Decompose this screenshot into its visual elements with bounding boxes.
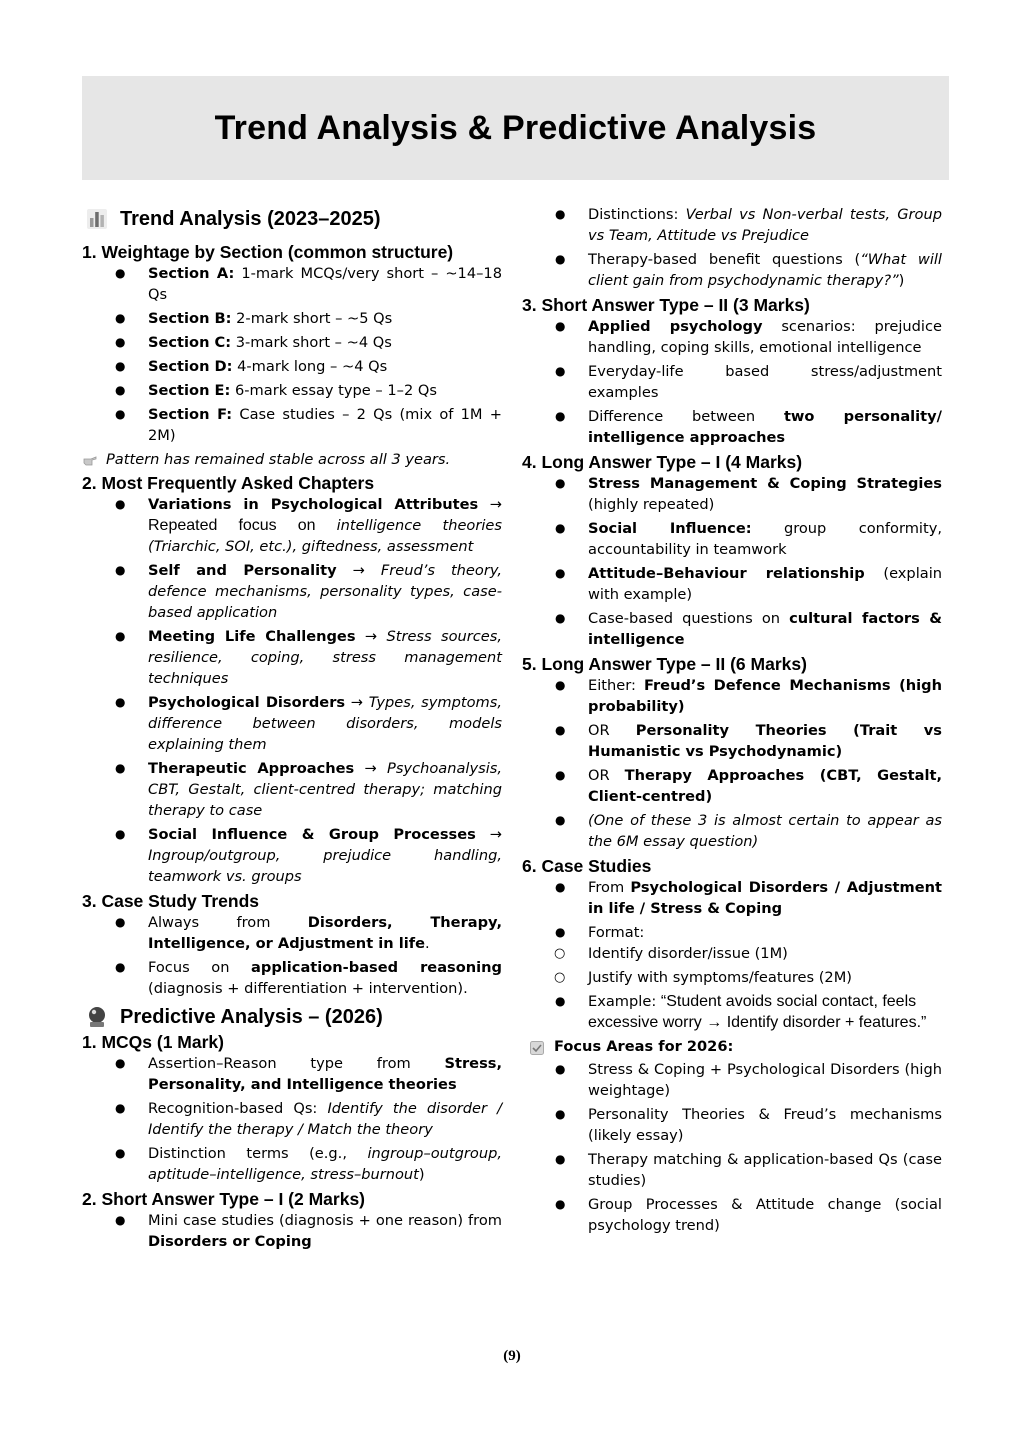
- cases-list: [522, 877, 942, 1033]
- list-item: ● From Psychological Disorders / Adjustment in life / Stress & Coping: [522, 877, 942, 919]
- list-item: ● (One of these 3 is almost certain to appear as the 6M essay question): [522, 810, 942, 852]
- weightage-heading: 1. Weightage by Section (common structure): [82, 242, 454, 262]
- crystal-ball-icon: [86, 1006, 108, 1028]
- predictive-title: Predictive Analysis – (2026): [120, 1006, 383, 1028]
- chapters-list: [82, 494, 502, 887]
- trend-section-title: [86, 205, 502, 233]
- sa2-heading: 3. Short Answer Type – II (3 Marks): [522, 295, 810, 315]
- list-item: ● Section F: Case studies – 2 Qs (mix of 1M + 2M): [82, 404, 502, 446]
- list-item: ● Self and Personality → Freud’s theory, defence mechanisms, personality types, case-based application: [82, 560, 502, 623]
- list-item: ● Format: ○ Identify disorder/issue (1M) ○ Justify with symptoms/features (2M): [522, 922, 942, 988]
- list-item: ● Therapy matching & application-based Qs (case studies): [522, 1149, 942, 1191]
- list-item: ○ Identify disorder/issue (1M): [522, 943, 942, 964]
- pointing-hand-icon: [82, 452, 98, 468]
- checkbox-icon: [530, 1040, 544, 1054]
- list-item: ● Stress Management & Coping Strategies (highly repeated): [522, 473, 942, 515]
- list-item: ● OR Personality Theories (Trait vs Humanistic vs Psychodynamic): [522, 720, 942, 762]
- list-item: ● Social Influence & Group Processes → Ingroup/outgroup, prejudice handling, teamwork vs. groups: [82, 824, 502, 887]
- page-title: Trend Analysis & Predictive Analysis: [214, 108, 817, 147]
- list-item: ● Either: Freud’s Defence Mechanisms (high probability): [522, 675, 942, 717]
- format-sublist: [522, 943, 942, 988]
- cases-heading: 6. Case Studies: [522, 856, 652, 876]
- focus-areas-title: Focus Areas for 2026:: [530, 1036, 942, 1057]
- list-item: ● Assertion–Reason type from Stress, Personality, and Intelligence theories: [82, 1053, 502, 1095]
- list-item: ● Example: “Student avoids social contact, feels excessive worry → Identify disorder + features.”: [522, 991, 942, 1033]
- list-item: ● Applied psychology scenarios: prejudice handling, coping skills, emotional intelligence: [522, 316, 942, 358]
- list-item: ● Always from Disorders, Therapy, Intelligence, or Adjustment in life.: [82, 912, 502, 954]
- la1-list: [522, 473, 942, 650]
- list-item: ● Case-based questions on cultural factors & intelligence: [522, 608, 942, 650]
- weightage-list: [82, 263, 502, 446]
- sa1-list-right: [522, 204, 942, 291]
- list-item: ● Section C: 3-mark short – ~4 Qs: [82, 332, 502, 353]
- chapters-heading: 2. Most Frequently Asked Chapters: [82, 473, 375, 493]
- list-item: ● OR Therapy Approaches (CBT, Gestalt, Client-centred): [522, 765, 942, 807]
- list-item: ● Distinction terms (e.g., ingroup–outgroup, aptitude–intelligence, stress–burnout): [82, 1143, 502, 1185]
- la2-heading: 5. Long Answer Type – II (6 Marks): [522, 654, 807, 674]
- list-item: ● Section E: 6-mark essay type – 1–2 Qs: [82, 380, 502, 401]
- mcq-list: [82, 1053, 502, 1185]
- focus-areas-list: [522, 1059, 942, 1236]
- list-item: ○ Justify with symptoms/features (2M): [522, 967, 942, 988]
- sa1-list-left: [82, 1210, 502, 1252]
- list-item: ● Distinctions: Verbal vs Non-verbal tests, Group vs Team, Attitude vs Prejudice: [522, 204, 942, 246]
- case-trends-heading: 3. Case Study Trends: [82, 891, 260, 911]
- list-item: ● Section A: 1-mark MCQs/very short – ~14–18 Qs: [82, 263, 502, 305]
- list-item: ● Attitude–Behaviour relationship (explain with example): [522, 563, 942, 605]
- trend-title: Trend Analysis (2023–2025): [120, 208, 381, 230]
- list-item: ● Mini case studies (diagnosis + one reason) from Disorders or Coping: [82, 1210, 502, 1252]
- list-item: ● Meeting Life Challenges → Stress sources, resilience, coping, stress management techniques: [82, 626, 502, 689]
- list-item: ● Personality Theories & Freud’s mechanisms (likely essay): [522, 1104, 942, 1146]
- case-trends-list: [82, 912, 502, 999]
- list-item: ● Difference between two personality/ intelligence approaches: [522, 406, 942, 448]
- list-item: ● Everyday-life based stress/adjustment examples: [522, 361, 942, 403]
- list-item: ● Group Processes & Attitude change (social psychology trend): [522, 1194, 942, 1236]
- predictive-section-title: [86, 1003, 502, 1031]
- page-number: (9): [503, 1348, 521, 1364]
- list-item: ● Social Influence: group conformity, accountability in teamwork: [522, 518, 942, 560]
- bar-chart-icon: [86, 208, 108, 230]
- list-item: ● Focus on application-based reasoning (diagnosis + differentiation + intervention).: [82, 957, 502, 999]
- left-column: [82, 205, 502, 1255]
- list-item: ● Stress & Coping + Psychological Disorders (high weightage): [522, 1059, 942, 1101]
- la2-list: [522, 675, 942, 852]
- title-banner: [82, 76, 949, 180]
- list-item: ● Section D: 4-mark long – ~4 Qs: [82, 356, 502, 377]
- la1-heading: 4. Long Answer Type – I (4 Marks): [522, 452, 803, 472]
- list-item: ● Section B: 2-mark short – ~5 Qs: [82, 308, 502, 329]
- list-item: ● Recognition-based Qs: Identify the disorder / Identify the therapy / Match the theory: [82, 1098, 502, 1140]
- mcq-heading: 1. MCQs (1 Mark): [82, 1032, 224, 1052]
- sa1-heading: 2. Short Answer Type – I (2 Marks): [82, 1189, 365, 1209]
- list-item: ● Psychological Disorders → Types, symptoms, difference between disorders, models explaining them: [82, 692, 502, 755]
- list-item: ● Therapy-based benefit questions (“What will client gain from psychodynamic therapy?”): [522, 249, 942, 291]
- list-item: ● Therapeutic Approaches → Psychoanalysis, CBT, Gestalt, client-centred therapy; matching therapy to case: [82, 758, 502, 821]
- list-item: ● Variations in Psychological Attributes → Repeated focus on intelligence theories (Triarchic, SOI, etc.), giftedness, assessment: [82, 494, 502, 557]
- sa2-list: [522, 316, 942, 448]
- pattern-note: Pattern has remained stable across all 3 years.: [82, 449, 502, 470]
- right-column: [522, 204, 942, 1239]
